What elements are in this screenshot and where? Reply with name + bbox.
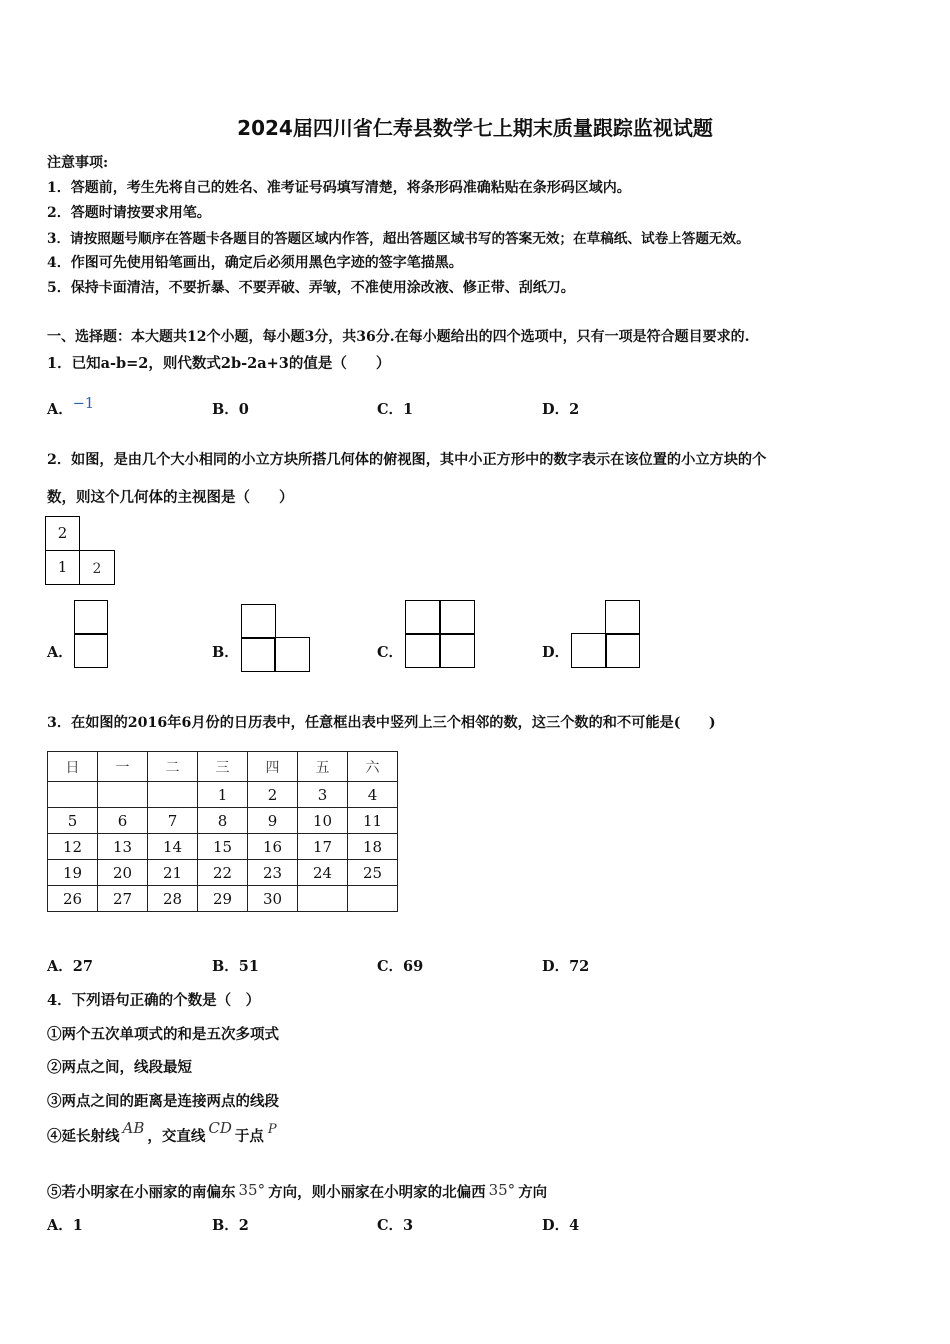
calendar-row	[48, 834, 398, 860]
calendar-cell: 16	[248, 834, 298, 860]
calendar-cell: 1	[198, 782, 248, 808]
calendar-header-cell: 六	[348, 752, 398, 782]
q2-option-c-label: C．	[377, 644, 404, 661]
square	[274, 637, 310, 672]
question-1-stem: 1．已知a-b=2，则代数式2b-2a+3的值是（ ）	[47, 355, 391, 372]
calendar-cell: 9	[248, 808, 298, 834]
calendar-cell: 18	[348, 834, 398, 860]
calendar-cell: 13	[98, 834, 148, 860]
q4-option-a	[47, 1214, 83, 1235]
question-4-stem: 4．下列语句正确的个数是（ ）	[47, 992, 261, 1009]
calendar-cell	[48, 782, 98, 808]
calendar-cell: 7	[148, 808, 198, 834]
notice-heading: 注意事项:	[47, 155, 109, 171]
calendar-cell: 15	[198, 834, 248, 860]
calendar-header-cell: 二	[148, 752, 198, 782]
calendar-cell	[298, 886, 348, 912]
math-value: 35°	[238, 1181, 266, 1199]
page-title: 2024届四川省仁寿县数学七上期末质量跟踪监视试题	[237, 116, 713, 140]
calendar-cell: 23	[248, 860, 298, 886]
q4-option-c	[377, 1214, 413, 1235]
q2-option-d-label: D．	[542, 644, 570, 661]
option-label: D．	[542, 1217, 570, 1234]
calendar-cell: 11	[348, 808, 398, 834]
q4-option-b	[212, 1214, 249, 1235]
statement-text: ④延长射线	[47, 1128, 120, 1145]
calendar-cell: 17	[298, 834, 348, 860]
calendar-header-cell: 四	[248, 752, 298, 782]
statement-5	[47, 1181, 547, 1202]
statement-text: ，交直线	[147, 1128, 206, 1145]
calendar-row	[48, 808, 398, 834]
option-label: B．	[212, 1217, 239, 1234]
option-value: 1	[403, 401, 414, 418]
square	[405, 633, 441, 668]
q4-option-d	[542, 1214, 579, 1235]
option-label: B．	[212, 958, 239, 975]
statement-2: ②两点之间，线段最短	[47, 1059, 192, 1076]
calendar-cell: 10	[298, 808, 348, 834]
grid-cell: 2	[45, 516, 80, 551]
q1-option-c	[377, 398, 413, 419]
question-3-stem: 3．在如图的2016年6月份的日历表中，任意框出表中竖列上三个相邻的数，这三个数的和不可能是( )	[47, 715, 716, 731]
option-value: 2	[569, 401, 580, 418]
option-label: A．	[47, 958, 73, 975]
math-symbol: P	[267, 1122, 277, 1137]
square	[439, 633, 475, 668]
option-value: 2	[238, 1217, 249, 1234]
option-label: C．	[377, 958, 404, 975]
calendar-row	[48, 886, 398, 912]
q2-option-a-label: A．	[47, 644, 73, 661]
notice-item: 3．请按照题号顺序在答题卡各题目的答题区域内作答，超出答题区域书写的答案无效；在草稿纸、试卷上答题无效。	[47, 231, 750, 247]
square	[241, 637, 276, 672]
grid-cell: 2	[79, 550, 115, 585]
calendar-cell: 26	[48, 886, 98, 912]
option-value: −1	[72, 396, 95, 412]
option-label: D．	[542, 401, 570, 418]
square	[74, 600, 108, 635]
calendar-cell: 6	[98, 808, 148, 834]
calendar-cell: 21	[148, 860, 198, 886]
grid-cell: 1	[45, 550, 80, 585]
option-value: 72	[569, 958, 590, 975]
calendar-header-cell: 一	[98, 752, 148, 782]
calendar-header-cell: 日	[48, 752, 98, 782]
calendar-table	[47, 751, 398, 912]
square	[605, 633, 640, 668]
option-value: 1	[72, 1217, 83, 1234]
calendar-cell	[98, 782, 148, 808]
option-value: 51	[238, 958, 259, 975]
calendar-cell: 19	[48, 860, 98, 886]
calendar-cell: 27	[98, 886, 148, 912]
calendar-row	[48, 782, 398, 808]
calendar-cell: 24	[298, 860, 348, 886]
question-2-stem-line2: 数，则这个几何体的主视图是（ ）	[47, 489, 294, 506]
square	[571, 633, 607, 668]
math-symbol: CD	[208, 1119, 232, 1137]
option-label: C．	[377, 1217, 404, 1234]
calendar-cell: 12	[48, 834, 98, 860]
calendar-cell: 22	[198, 860, 248, 886]
notice-item: 5．保持卡面清洁，不要折暴、不要弄破、弄皱，不准使用涂改液、修正带、刮纸刀。	[47, 280, 575, 296]
calendar-cell: 29	[198, 886, 248, 912]
option-value: 4	[569, 1217, 580, 1234]
calendar-header-cell: 五	[298, 752, 348, 782]
q2-option-b-label: B．	[212, 644, 239, 661]
option-value: 69	[403, 958, 424, 975]
q3-option-c	[377, 955, 423, 976]
calendar-header-cell: 三	[198, 752, 248, 782]
calendar-header-row	[48, 752, 398, 782]
option-value: 0	[238, 401, 249, 418]
statement-text: 方向	[518, 1184, 548, 1201]
calendar-cell: 8	[198, 808, 248, 834]
square	[74, 633, 108, 668]
statement-text: 于点	[234, 1128, 264, 1145]
question-2-stem-line1: 2．如图，是由几个大小相同的小立方块所搭几何体的俯视图，其中小正方形中的数字表示在该位置的小立方块的个	[47, 452, 767, 468]
square	[405, 600, 441, 635]
calendar-cell	[348, 886, 398, 912]
q3-option-d	[542, 955, 589, 976]
option-label: A．	[47, 1217, 73, 1234]
option-value: 3	[403, 1217, 414, 1234]
calendar-cell: 3	[298, 782, 348, 808]
statement-3: ③两点之间的距离是连接两点的线段	[47, 1093, 279, 1110]
square	[439, 600, 475, 635]
calendar-cell: 14	[148, 834, 198, 860]
q1-option-b	[212, 398, 249, 419]
calendar-cell: 20	[98, 860, 148, 886]
calendar-cell: 2	[248, 782, 298, 808]
notice-item: 2．答题时请按要求用笔。	[47, 205, 211, 221]
q1-option-d	[542, 398, 579, 419]
statement-text: ⑤若小明家在小丽家的南偏东	[47, 1184, 236, 1201]
square	[605, 600, 640, 635]
option-label: D．	[542, 958, 570, 975]
calendar-cell: 25	[348, 860, 398, 886]
q3-option-a	[47, 955, 93, 976]
option-label: A．	[47, 401, 73, 418]
square	[241, 604, 276, 639]
calendar-cell: 5	[48, 808, 98, 834]
statement-4	[47, 1119, 277, 1146]
statement-text: 方向，则小丽家在小明家的北偏西	[268, 1184, 486, 1201]
option-label: B．	[212, 401, 239, 418]
notice-item: 4．作图可先使用铅笔画出，确定后必须用黑色字迹的签字笔描黑。	[47, 255, 463, 271]
calendar-cell: 4	[348, 782, 398, 808]
calendar-row	[48, 860, 398, 886]
statement-1: ①两个五次单项式的和是五次多项式	[47, 1026, 279, 1043]
q3-option-b	[212, 955, 259, 976]
calendar-cell: 28	[148, 886, 198, 912]
notice-item: 1．答题前，考生先将自己的姓名、准考证号码填写清楚，将条形码准确粘贴在条形码区域内。	[47, 180, 631, 196]
math-value: 35°	[488, 1181, 516, 1199]
section-heading: 一、选择题：本大题共12个小题，每小题3分，共36分.在每小题给出的四个选项中，只有一项是符合题目要求的.	[47, 329, 750, 345]
calendar-cell	[148, 782, 198, 808]
option-label: C．	[377, 401, 404, 418]
calendar-cell: 30	[248, 886, 298, 912]
q1-option-a	[47, 398, 94, 419]
option-value: 27	[72, 958, 93, 975]
math-symbol: AB	[122, 1119, 145, 1137]
